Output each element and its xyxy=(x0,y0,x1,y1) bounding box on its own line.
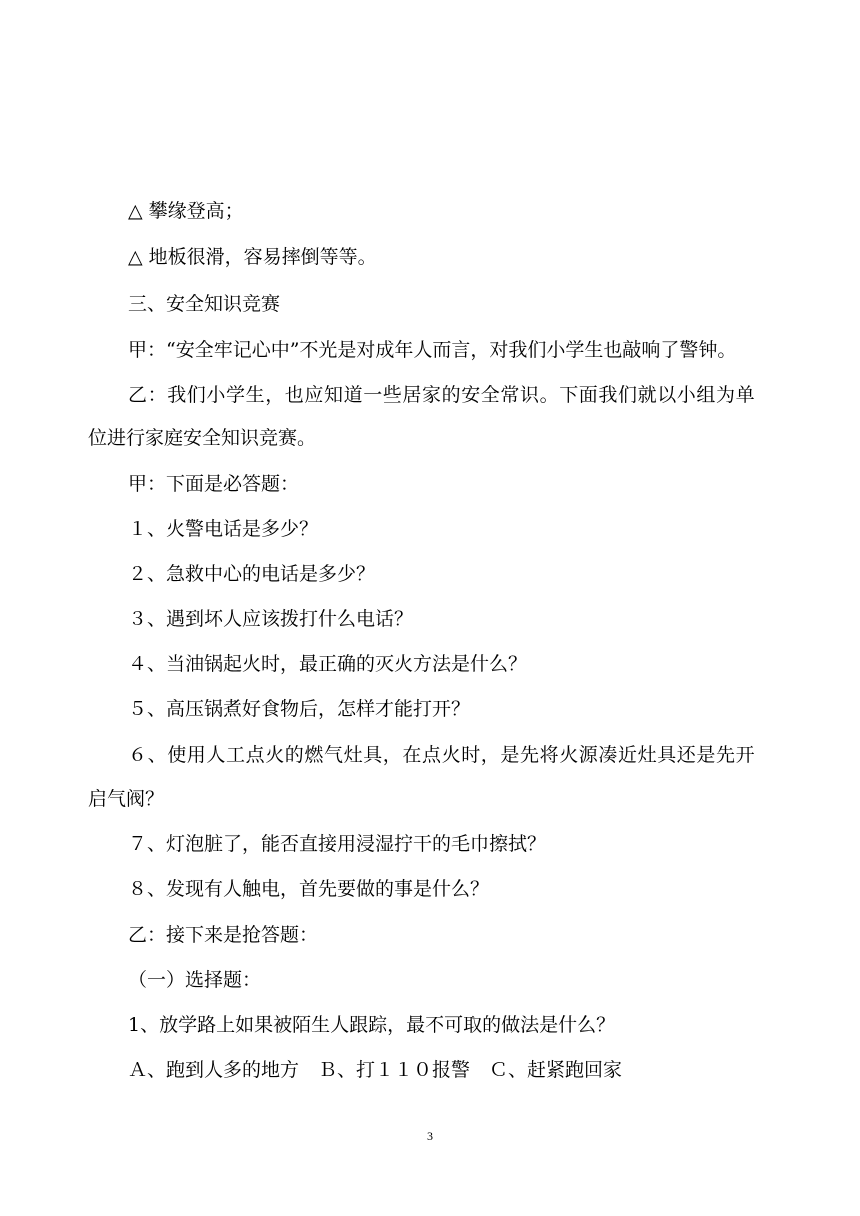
choice-options: Ａ、跑到人多的地方 Ｂ、打１１０报警 Ｃ、赶紧跑回家 xyxy=(128,1059,623,1081)
question-8: ８、发现有人触电，首先要做的事是什么？ xyxy=(128,878,490,900)
question-6-cont: 启气阀？ xyxy=(88,788,165,810)
paragraph-jia-2: 甲：下面是必答题： xyxy=(128,473,300,495)
question-1: １、火警电话是多少？ xyxy=(128,518,319,540)
paragraph-yi-1: 乙：我们小学生，也应知道一些居家的安全常识。下面我们就以小组为单 xyxy=(128,384,756,406)
paragraph-yi-1-cont: 位进行家庭安全知识竞赛。 xyxy=(88,427,317,449)
question-5: ５、高压锅煮好食物后，怎样才能打开？ xyxy=(128,698,471,720)
question-6: ６、使用人工点火的燃气灶具，在点火时，是先将火源凑近灶具还是先开 xyxy=(128,744,756,766)
question-4: ４、当油锅起火时，最正确的灭火方法是什么？ xyxy=(128,653,528,675)
question-2: ２、急救中心的电话是多少？ xyxy=(128,563,376,585)
subsection-heading: （一）选择题： xyxy=(128,969,262,991)
paragraph-jia-1: 甲：“安全牢记心中”不光是对成年人而言，对我们小学生也敲响了警钟。 xyxy=(128,339,737,361)
section-heading: 三、安全知识竞赛 xyxy=(128,293,281,315)
page-number: 3 xyxy=(427,1129,433,1143)
list-item-climbing: △ 攀缘登高； xyxy=(128,200,244,222)
choice-question-1: 1、放学路上如果被陌生人跟踪，最不可取的做法是什么？ xyxy=(128,1014,616,1036)
question-7: ７、灯泡脏了，能否直接用浸湿拧干的毛巾擦拭？ xyxy=(128,833,547,855)
question-3: ３、遇到坏人应该拨打什么电话？ xyxy=(128,608,414,630)
list-item-slippery-floor: △ 地板很滑，容易摔倒等等。 xyxy=(128,246,377,268)
paragraph-yi-2: 乙：接下来是抢答题： xyxy=(128,924,319,946)
